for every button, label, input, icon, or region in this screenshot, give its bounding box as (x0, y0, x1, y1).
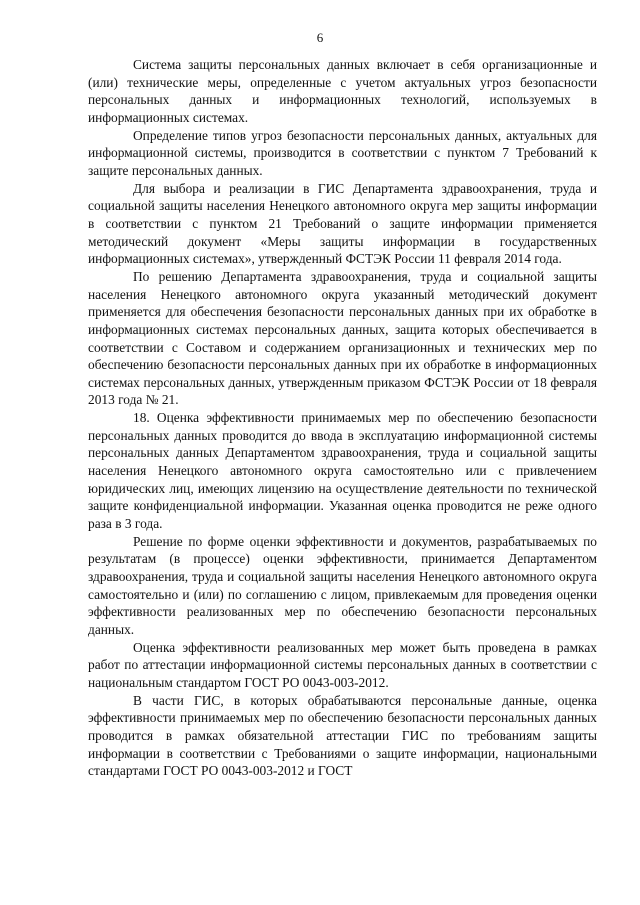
paragraph-threat-types: Определение типов угроз безопасности персональных данных, актуальных для информационной системы, производится в соответствии с пунктом 7 Требований к защите персональных данных. (88, 127, 597, 178)
paragraph-assessment-form-decision: Решение по форме оценки эффективности и документов, разрабатываемых по результатам (в процессе) оценки эффективности, принимается Департаментом здравоохранения, труда и социальной защиты населения Ненецкого автономного округа самостоятельно и (или) по соглашению с лицом, привлекаемым для проведения оценки эффективности реализованных мер по обеспечению безопасности персональных данных. (88, 533, 597, 637)
page-number: 6 (316, 30, 324, 45)
paragraph-measures-selection: Для выбора и реализации в ГИС Департамента здравоохранения, труда и социальной защиты населения Ненецкого автономного округа мер защиты информации в соответствии с пунктом 21 Требований о защите информации применяется методический документ «Меры защиты информации в государственных информационных системах», утвержденный ФСТЭК России 11 февраля 2014 года. (88, 180, 597, 267)
document-body (88, 56, 597, 780)
paragraph-personal-data-protection-system: Система защиты персональных данных включает в себя организационные и (или) технические меры, определенные с учетом актуальных угроз безопасности персональных данных и информационных технологий, используемых в информационных системах. (88, 57, 597, 125)
paragraph-attestation-works: Оценка эффективности реализованных мер может быть проведена в рамках работ по аттестации информационной системы персональных данных в соответствии с национальным стандартом ГОСТ РО 0043-003-2012. (88, 639, 597, 690)
paragraph-department-decision: По решению Департамента здравоохранения, труда и социальной защиты населения Ненецкого автономного округа указанный методический документ применяется для обеспечения безопасности персональных данных при их обработке в информационных системах персональных данных, защита которых обеспечивается в соответствии с Составом и содержанием организационных и технических мер по обеспечению безопасности персональных данных при их обработке в информационных системах персональных данных, утвержденным приказом ФСТЭК России от 18 февраля 2013 года № 21. (88, 268, 597, 408)
paragraph-item-18-effectiveness-assessment: 18. Оценка эффективности принимаемых мер по обеспечению безопасности персональных данных проводится до ввода в эксплуатацию информационной системы персональных данных Департаментом здравоохранения, труда и социальной защиты населения Ненецкого автономного округа самостоятельно или с привлечением юридических лиц, имеющих лицензию на осуществление деятельности по технической защите конфиденциальной информации. Указанная оценка проводится не реже одного раза в 3 года. (88, 410, 597, 532)
paragraph-gis-attestation: В части ГИС, в которых обрабатываются персональные данные, оценка эффективности принимаемых мер по обеспечению безопасности персональных данных проводится в рамках обязательной аттестации ГИС по требованиям защиты информации в соответствии с Требованиями о защите информации, национальными стандартами ГОСТ РО 0043-003-2012 и ГОСТ (88, 692, 597, 779)
